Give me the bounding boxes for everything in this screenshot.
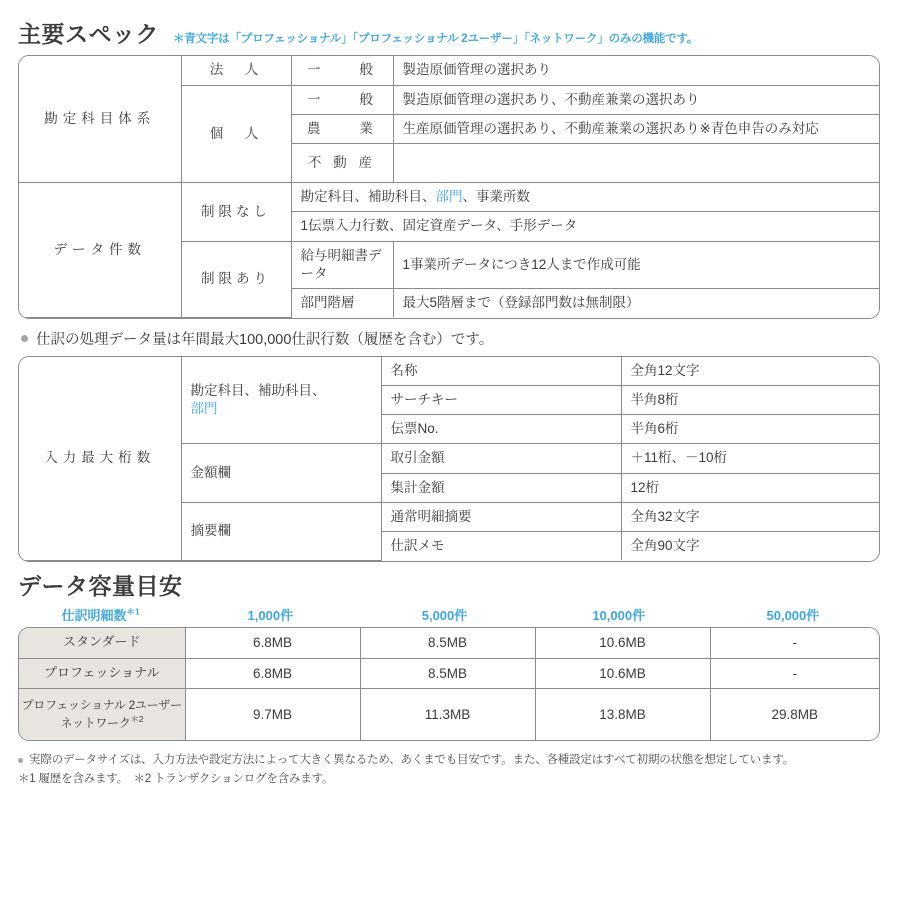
plan-label-professional-2user-network (19, 689, 185, 741)
section-header-spec (18, 22, 880, 47)
bullet-dot-icon (21, 335, 28, 342)
table-row (19, 628, 879, 658)
capacity-table (18, 627, 880, 741)
cell-group-kanjo-kamoku (181, 357, 381, 444)
col-header-50000: 50,000件 (766, 608, 820, 624)
text-after-blue: 、事業所数 (462, 189, 530, 205)
cell-value-meisho: 全角12文字 (621, 357, 879, 386)
cell-personal-type-fudosan: 不 動 産 (291, 143, 393, 182)
cell-corporate-label: 法 人 (181, 56, 291, 85)
cell-personal-desc-fudosan (393, 143, 879, 182)
cell-item-search-key: サーチキー (381, 385, 621, 414)
footnotes (18, 751, 880, 788)
footnote-star-text: ＊1 履歴を含みます。 ＊2 トランザクションログを含みます。 (18, 772, 334, 785)
cell-personal-type-nogyo: 農 業 (291, 114, 393, 143)
capacity-title: データ容量目安 (18, 572, 183, 599)
cell-value-tsujo-meisai: 全角32文字 (621, 502, 879, 531)
page-title: 主要スペック (18, 21, 159, 47)
cell-value-denpyo-no: 半角6桁 (621, 415, 879, 444)
col-header-row-label (18, 605, 183, 624)
spec-table (19, 56, 879, 317)
col-header-10000: 10,000件 (592, 608, 646, 624)
cell-standard-5000: 8.5MB (360, 628, 535, 658)
table-row (19, 357, 879, 386)
cell-value-search-key: 半角8桁 (621, 385, 879, 414)
cell-professional-50000: - (710, 658, 879, 689)
cell-personal-desc-ippan: 製造原価管理の選択あり、不動産兼業の選択あり (393, 85, 879, 114)
col-header-row-label-text: 仕訳明細数 (61, 608, 127, 624)
blue-text-bumon: 部門 (435, 189, 463, 205)
plan-label-standard: スタンダード (19, 628, 185, 658)
cell-network-1000: 9.7MB (185, 689, 360, 741)
plan-label-professional: プロフェッショナル (19, 658, 185, 689)
table-row (19, 689, 879, 741)
cell-limit-value-bumon-kaiso: 最大5階層まで（登録部門数は無制限） (393, 289, 879, 318)
cell-nolimit-label: 制限なし (181, 183, 291, 241)
cell-standard-1000: 6.8MB (185, 628, 360, 658)
text-before-blue: 勘定科目、補助科目、 (300, 189, 436, 205)
cell-personal-label: 個 人 (181, 85, 291, 183)
group-label-text: 勘定科目、補助科目、 (190, 382, 326, 398)
cell-value-torihiki-kingaku: ＋11桁、－10桁 (621, 444, 879, 473)
cell-professional-10000: 10.6MB (535, 658, 710, 689)
cell-nolimit-row-1 (291, 183, 879, 212)
cell-limit-item-kyuyo: 給与明細書データ (291, 241, 393, 288)
blue-text-legend-note: ＊青文字は「プロフェッショナル」「プロフェッショナル 2ユーザー」「ネットワーク」のみの機能です。 (173, 33, 699, 45)
table-row (19, 56, 879, 85)
cell-item-shukei-kingaku: 集計金額 (381, 473, 621, 502)
cell-network-50000: 29.8MB (710, 689, 879, 741)
cell-limit-value-kyuyo: 1事業所データにつき12人まで作成可能 (393, 241, 879, 288)
cell-personal-desc-nogyo: 生産原価管理の選択あり、不動産兼業の選択あり※青色申告のみ対応 (393, 114, 879, 143)
rowhead-nyuryoku-saidai-ketasu: 入力最大桁数 (19, 357, 181, 561)
journal-volume-note (21, 328, 880, 349)
cell-corporate-desc: 製造原価管理の選択あり (393, 56, 879, 85)
cell-value-shukei-kingaku: 12桁 (621, 473, 879, 502)
cell-network-10000: 13.8MB (535, 689, 710, 741)
cell-limit-item-bumon-kaiso: 部門階層 (291, 289, 393, 318)
main-spec-table (18, 55, 880, 318)
digits-table (19, 357, 879, 561)
plan-label-line1: プロフェッショナル 2ユーザー (21, 698, 182, 713)
bullet-dot-icon (18, 758, 23, 763)
cell-item-meisho: 名称 (381, 357, 621, 386)
table-row (19, 183, 879, 212)
cell-value-shiwake-memo: 全角90文字 (621, 532, 879, 561)
plan-label-line2: ネットワーク (60, 715, 131, 730)
col-header-row-label-sup: ＊1 (126, 606, 140, 617)
cell-standard-50000: - (710, 628, 879, 658)
cell-item-denpyo-no: 伝票No. (381, 415, 621, 444)
data-volume-table (19, 628, 879, 740)
cell-network-5000: 11.3MB (360, 689, 535, 741)
col-header-1000: 1,000件 (247, 608, 294, 624)
footnote-bullet-text: 実際のデータサイズは、入力方法や設定方法によって大きく異なるため、あくまでも目安です。また、各種設定はすべて初期の状態を想定しています。 (29, 754, 794, 767)
cell-group-tekiyo-ran: 摘要欄 (181, 502, 381, 560)
journal-volume-note-text: 仕訳の処理データ量は年間最大100,000仕訳行数（履歴を含む）です。 (36, 331, 494, 348)
cell-corporate-type: 一 般 (291, 56, 393, 85)
cell-limit-label: 制限あり (181, 241, 291, 317)
cell-standard-10000: 10.6MB (535, 628, 710, 658)
cell-item-tsujo-meisai: 通常明細摘要 (381, 502, 621, 531)
cell-professional-5000: 8.5MB (360, 658, 535, 689)
cell-item-shiwake-memo: 仕訳メモ (381, 532, 621, 561)
col-header-5000: 5,000件 (421, 608, 468, 624)
rowhead-data-kensu: データ件数 (19, 183, 181, 318)
blue-text-bumon: 部門 (190, 401, 218, 417)
cell-group-kingaku-ran: 金額欄 (181, 444, 381, 502)
capacity-column-headers (18, 605, 880, 624)
cell-personal-type-ippan: 一 般 (291, 85, 393, 114)
table-row (19, 658, 879, 689)
rowhead-kanjo-kamoku-taikei: 勘定科目体系 (19, 56, 181, 182)
footnote-bullet-row (18, 751, 880, 769)
cell-item-torihiki-kingaku: 取引金額 (381, 444, 621, 473)
cell-professional-1000: 6.8MB (185, 658, 360, 689)
max-digits-table (18, 356, 880, 562)
cell-nolimit-row-2: 1伝票入力行数、固定資産データ、手形データ (291, 212, 879, 241)
plan-label-sup: ＊2 (130, 713, 144, 724)
section-header-capacity (18, 574, 880, 599)
